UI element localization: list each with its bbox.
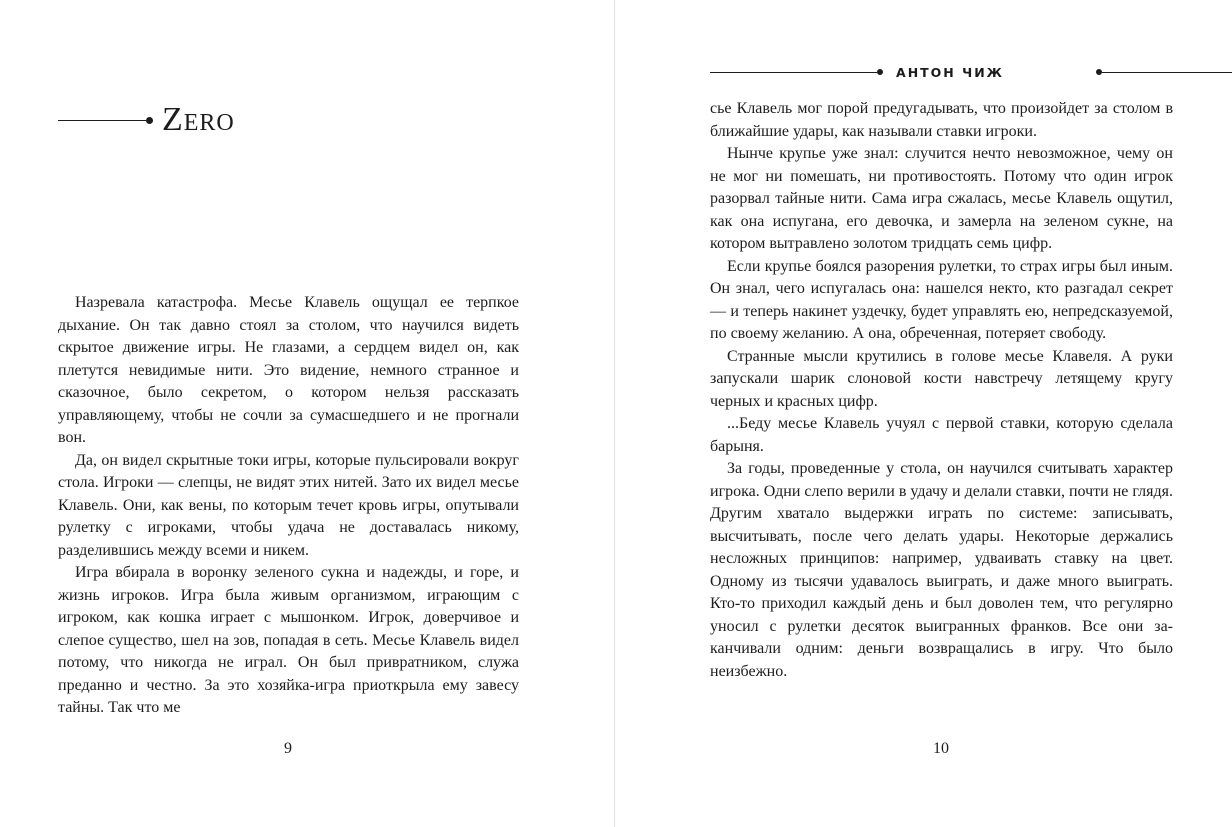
paragraph: Если крупье боялся разорения рулетки, то страх игры был иным. Он знал, чего испугалась она: нашелся некто, кто разгадал секрет — и теперь накинет уздечку, будет управлять ею, непредсказуемой, по своему желанию. А она, обреченная, потеряет свободу.: [710, 257, 1173, 342]
left-page: [0, 0, 614, 827]
right-page: [615, 0, 1232, 827]
paragraph-continued: сье Клавель мог порой предугадывать, что произойдет за столом в ближайшие удары, как называли ставки игроки.: [710, 100, 1173, 140]
right-body-text: [710, 98, 1173, 683]
paragraph: ...Беду месье Клавель учуял с первой ставки, которую сделала барыня.: [710, 415, 1173, 455]
chapter-heading: [58, 100, 358, 140]
chapter-title: Zero: [162, 101, 235, 138]
chapter-rule: [58, 120, 146, 121]
running-head-author: АНТОН ЧИЖ: [896, 65, 1004, 80]
paragraph: Странные мысли крутились в голове месье Клавеля. А руки запускали шарик слоновой кости навстречу летящему кругу черных и красных цифр.: [710, 347, 1173, 410]
running-head-rule-left: [710, 72, 877, 73]
paragraph: Назревала катастрофа. Месье Клавель ощущал ее терпкое дыхание. Он так давно стоял за столом, что научился видеть скрытое движение игры. Не глазами, а сердцем видел он, как плетутся невидимые нити. Это видение, немного странное и сказочное, было секретом, о котором нельзя рассказать управляющему, чтобы не сочли за сумасшедшего и не прогнали вон.: [58, 294, 519, 446]
running-head: [710, 63, 1173, 83]
paragraph: За годы, проведенные у стола, он научился считывать характер игрока. Одни слепо верили в удачу и делали ставки, почти не глядя. Другим хватало выдержки играть по системе: записывать, высчитывать, после чего делать удары. Некоторые держались несложных принципов: например, удваивать ставку на цвет. Одному из тысячи удавалось выиграть, и даже много выиграть. Кто-то приходил каждый день и был доволен тем, что регулярно уносил с рулетки десяток выигранных франков. Все они заканчивали одним: деньги возвращались в игру. Что было неизбежно.: [710, 460, 1173, 680]
running-head-rule-right: [1102, 72, 1232, 73]
paragraph: Нынче крупье уже знал: случится нечто невозможное, чему он не мог ни помешать, ни противостоять. Потому что один игрок разорвал тайные нити. Сама игра сжалась, месье Клавель ощутил, как она испугана, его девочка, и замерла на зеленом сукне, на котором вытравлено золотом тридцать семь цифр.: [710, 145, 1173, 252]
left-body-text: [58, 292, 519, 720]
page-number-right: 10: [933, 740, 949, 757]
chapter-bullet: [146, 117, 153, 124]
paragraph: Да, он видел скрытные токи игры, которые пульсировали вокруг стола. Игроки — слепцы, не видят этих нитей. Зато их видел месье Клавель. Они, как вены, по которым течет кровь игры, опутывали рулетку с игроками, чтобы удача не доставалась никому, разделившись между всеми и никем.: [58, 451, 519, 559]
paragraph: Игра вбирала в воронку зеленого сукна и надежды, и горе, и жизнь игроков. Игра была живым организмом, играющим с игроком, как кошка играет с мышонком. Игрок, доверчивое и слепое существо, шел на зов, попадая в сеть. Месье Клавель видел потому, что никогда не играл. Он был привратником, служа преданно и честно. За это хозяйка-игра приоткрыла ему завесу тайны. Так что ме: [58, 564, 519, 716]
running-head-bullet-left: [877, 69, 883, 75]
page-number-left: 9: [284, 740, 292, 757]
